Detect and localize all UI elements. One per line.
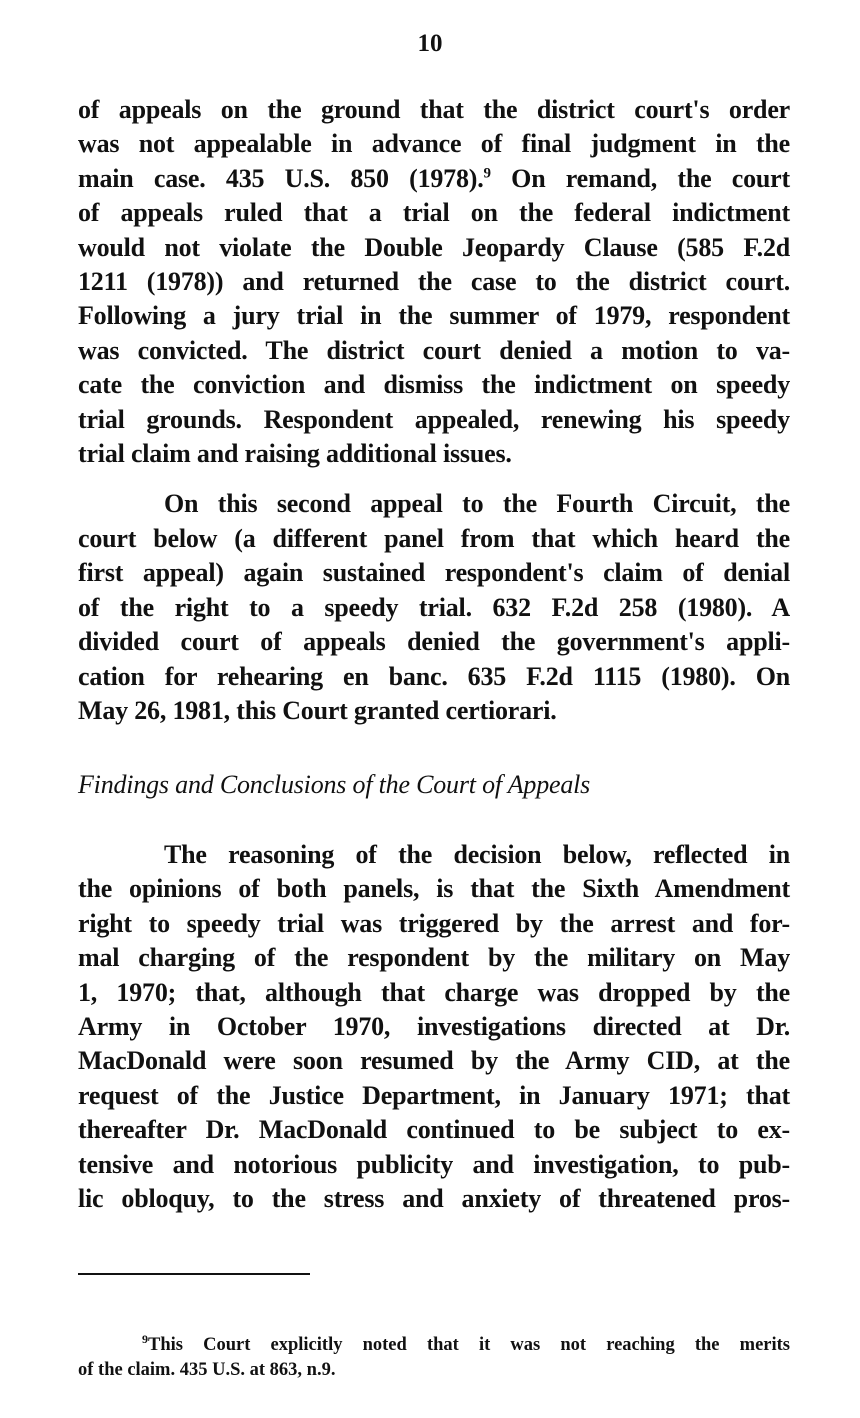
section-heading: Findings and Conclusions of the Court of Appeals — [78, 770, 591, 799]
text-line: trial grounds. Respondent appealed, renewing his speedy — [78, 404, 790, 434]
footnote-reference: 9 — [483, 165, 491, 182]
text-line: thereafter Dr. MacDonald continued to be subject to ex- — [78, 1115, 790, 1145]
text-line: was not appealable in advance of final judgment in the — [78, 129, 790, 159]
text-line-with-footnote — [78, 162, 790, 196]
page-number: 10 — [417, 30, 443, 57]
paragraph-findings — [78, 838, 790, 1216]
footnote-mark: 9 — [142, 1331, 148, 1346]
text-line: of appeals on the ground that the district court's order — [78, 95, 790, 124]
text-segment: On remand, the court — [511, 163, 790, 193]
text-line: The reasoning of the decision below, reflected in — [164, 840, 790, 869]
text-line: On this second appeal to the Fourth Circuit, the — [164, 489, 790, 519]
text-line: right to speedy trial was triggered by the arrest and for- — [78, 908, 790, 938]
text-line: Following a jury trial in the summer of 1979, respondent — [78, 301, 790, 331]
text-line: MacDonald were soon resumed by the Army CID, at the — [78, 1046, 790, 1076]
text-line: of the right to a speedy trial. 632 F.2d 258 (1980). A — [78, 592, 790, 622]
text-line: 1, 1970; that, although that charge was dropped by the — [78, 977, 790, 1007]
text-line: mal charging of the respondent by the military on May — [78, 943, 790, 973]
text-line: the opinions of both panels, is that the Sixth Amendment — [78, 874, 790, 904]
footnote-line: of the claim. 435 U.S. at 863, n.9. — [78, 1360, 336, 1380]
footnote-text: This Court explicitly noted that it was not reaching the merits — [148, 1335, 790, 1355]
text-line: tensive and notorious publicity and investigation, to pub- — [78, 1149, 790, 1179]
text-line: cate the conviction and dismiss the indictment on speedy — [78, 370, 790, 400]
text-line: cation for rehearing en banc. 635 F.2d 1115 (1980). On — [78, 661, 790, 691]
text-line: lic obloquy, to the stress and anxiety of threatened pros- — [78, 1184, 790, 1214]
text-line: Army in October 1970, investigations directed at Dr. — [78, 1012, 790, 1042]
text-line: would not violate the Double Jeopardy Clause (585 F.2d — [78, 232, 790, 262]
footnote — [78, 1333, 790, 1383]
paragraph-procedural-history — [78, 93, 790, 728]
text-line: May 26, 1981, this Court granted certiorari. — [78, 695, 557, 725]
text-segment: main case. 435 U.S. 850 (1978). — [78, 163, 484, 193]
text-line: was convicted. The district court denied a motion to va- — [78, 335, 790, 365]
text-line: request of the Justice Department, in January 1971; that — [78, 1080, 790, 1110]
text-line: of appeals ruled that a trial on the federal indictment — [78, 198, 790, 228]
footnote-divider — [78, 1273, 310, 1275]
text-line: divided court of appeals denied the government's appli- — [78, 627, 790, 657]
text-line: 1211 (1978)) and returned the case to the district court. — [78, 267, 790, 297]
paragraph-spacer — [78, 471, 790, 487]
text-line: court below (a different panel from that which heard the — [78, 523, 790, 553]
text-line: trial claim and raising additional issues. — [78, 439, 512, 469]
footnote-line — [78, 1333, 790, 1358]
text-line: first appeal) again sustained respondent's claim of denial — [78, 558, 790, 588]
